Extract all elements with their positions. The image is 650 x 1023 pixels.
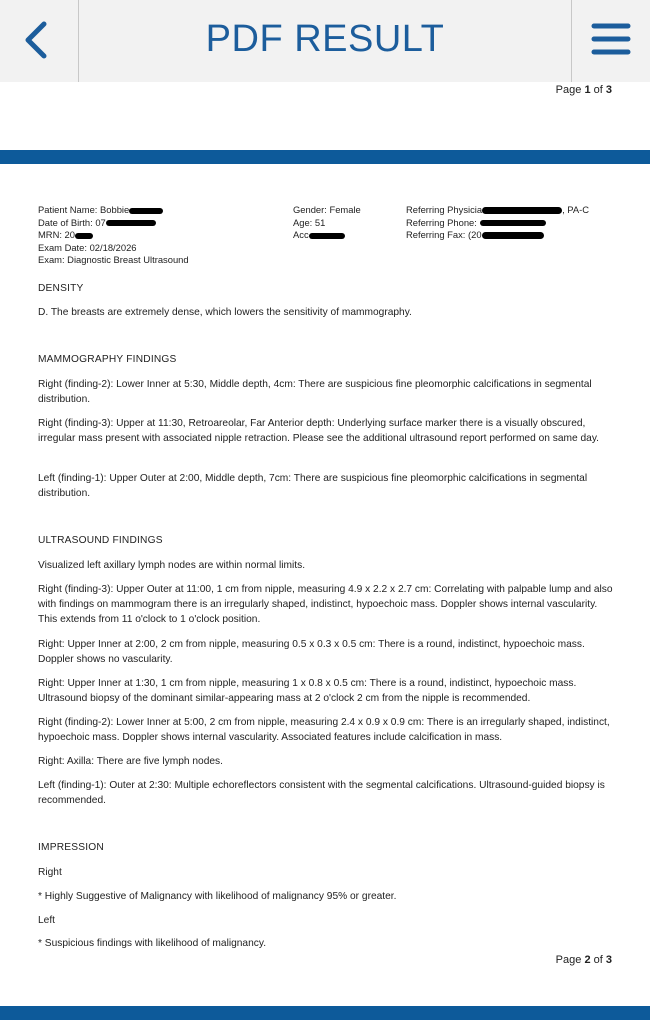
redaction-mark xyxy=(75,233,93,239)
demographics-column xyxy=(293,204,361,242)
exam-type: Exam: Diagnostic Breast Ultrasound xyxy=(38,254,189,266)
page-prefix: Page xyxy=(555,954,582,966)
page-of: of xyxy=(593,954,603,966)
ultrasound-finding: Right (finding-3): Upper Outer at 11:00, 1 cm from nipple, measuring 4.9 x 2.2 x 2.7 cm: Correlating with palpable lump and also with findings on mammogram there is an irregularly shaped, indistinct, hypoechoic mass. Doppler shows internal vascularity. This extends from 11 o'clock to 1 o'clock position. xyxy=(38,584,613,625)
age: Age: 51 xyxy=(293,216,326,228)
ultrasound-finding: Right: Upper Inner at 2:00, 2 cm from nipple, measuring 0.5 x 0.3 x 0.5 cm: There is a round, indistinct, hypoechoic mass. Doppler shows no vascularity. xyxy=(38,639,585,665)
ultrasound-finding: Visualized left axillary lymph nodes are within normal limits. xyxy=(38,560,306,571)
impression-right-text: * Highly Suggestive of Malignancy with likelihood of malignancy 95% or greater. xyxy=(38,891,397,902)
page-indicator-bottom xyxy=(556,954,612,966)
page-total: 3 xyxy=(605,84,612,96)
section-title-impression: IMPRESSION xyxy=(38,842,104,853)
ultrasound-finding: Right (finding-2): Lower Inner at 5:00, 2 cm from nipple, measuring 2.4 x 0.9 x 0.9 cm: There is an irregularly shaped, indistinct, hypoechoic mass. Doppler shows internal vascularity. Associated features include calcification in mass. xyxy=(38,717,610,743)
page-of: of xyxy=(593,84,603,96)
referring-column xyxy=(406,204,589,242)
redaction-mark xyxy=(480,220,546,226)
chevron-left-icon xyxy=(0,0,78,82)
redaction-mark xyxy=(482,232,544,239)
patient-name: Patient Name: Bobbie xyxy=(38,204,130,215)
section-title-ultrasound: ULTRASOUND FINDINGS xyxy=(38,535,163,546)
density-text: D. The breasts are extremely dense, which lowers the sensitivity of mammography. xyxy=(38,307,412,318)
ultrasound-finding: Right: Axilla: There are five lymph nodes. xyxy=(38,756,223,767)
page-indicator-top xyxy=(556,84,612,96)
redaction-mark xyxy=(482,207,562,214)
page-current: 1 xyxy=(584,84,591,96)
accession-label: Acc xyxy=(293,229,309,241)
ultrasound-finding: Right: Upper Inner at 1:30, 1 cm from nipple, measuring 1 x 0.8 x 0.5 cm: There is a round, indistinct, hypoechoic mass. Ultrasound biopsy of the dominant similar-appearing mass at 2 o'clock 2 cm from the nipple is recommended. xyxy=(38,678,577,704)
referring-physician: Referring Physicia xyxy=(406,204,483,215)
redaction-mark xyxy=(129,208,163,214)
mammography-finding: Right (finding-2): Lower Inner at 5:30, Middle depth, 4cm: There are suspicious fine pleomorphic calcifications in segmental distribution. xyxy=(38,379,592,405)
date-of-birth: Date of Birth: 07 xyxy=(38,216,106,228)
redaction-mark xyxy=(309,233,345,239)
back-button[interactable] xyxy=(0,0,79,82)
section-title-mammography: MAMMOGRAPHY FINDINGS xyxy=(38,354,177,365)
mammography-finding: Left (finding-1): Upper Outer at 2:00, Middle depth, 7cm: There are suspicious fine pleomorphic calcifications in segmental distribution. xyxy=(38,473,588,499)
impression-left-label: Left xyxy=(38,915,55,926)
page-divider-band xyxy=(0,150,650,164)
patient-info-column xyxy=(38,204,189,267)
hamburger-menu-icon xyxy=(572,0,650,82)
section-title-density: DENSITY xyxy=(38,283,84,294)
redaction-mark xyxy=(106,220,156,226)
impression-right-label: Right xyxy=(38,867,62,878)
page-prefix: Page xyxy=(555,84,582,96)
mrn: MRN: 20 xyxy=(38,229,75,241)
referring-fax: Referring Fax: (20 xyxy=(406,229,482,241)
top-app-bar xyxy=(0,0,650,82)
menu-button[interactable] xyxy=(571,0,650,82)
page-current: 2 xyxy=(584,954,591,966)
referring-phone: Referring Phone: xyxy=(406,216,477,228)
exam-date: Exam Date: 02/18/2026 xyxy=(38,241,137,253)
impression-left-text: * Suspicious findings with likelihood of malignancy. xyxy=(38,938,267,949)
page-divider-band xyxy=(0,1006,650,1020)
gender: Gender: Female xyxy=(293,204,361,215)
page-title: PDF RESULT xyxy=(205,18,445,60)
mammography-finding: Right (finding-3): Upper at 11:30, Retroareolar, Far Anterior depth: Underlying surface marker there is a visually obscured, irregular mass present with associated nipple retraction. Please see the additional ultrasound report performed on same day. xyxy=(38,418,599,444)
ultrasound-finding: Left (finding-1): Outer at 2:30: Multiple echoreflectors consistent with the segmental calcifications. Ultrasound-guided biopsy is recommended. xyxy=(38,780,605,806)
page-total: 3 xyxy=(605,954,612,966)
referring-physician-suffix: , PA-C xyxy=(562,204,589,215)
